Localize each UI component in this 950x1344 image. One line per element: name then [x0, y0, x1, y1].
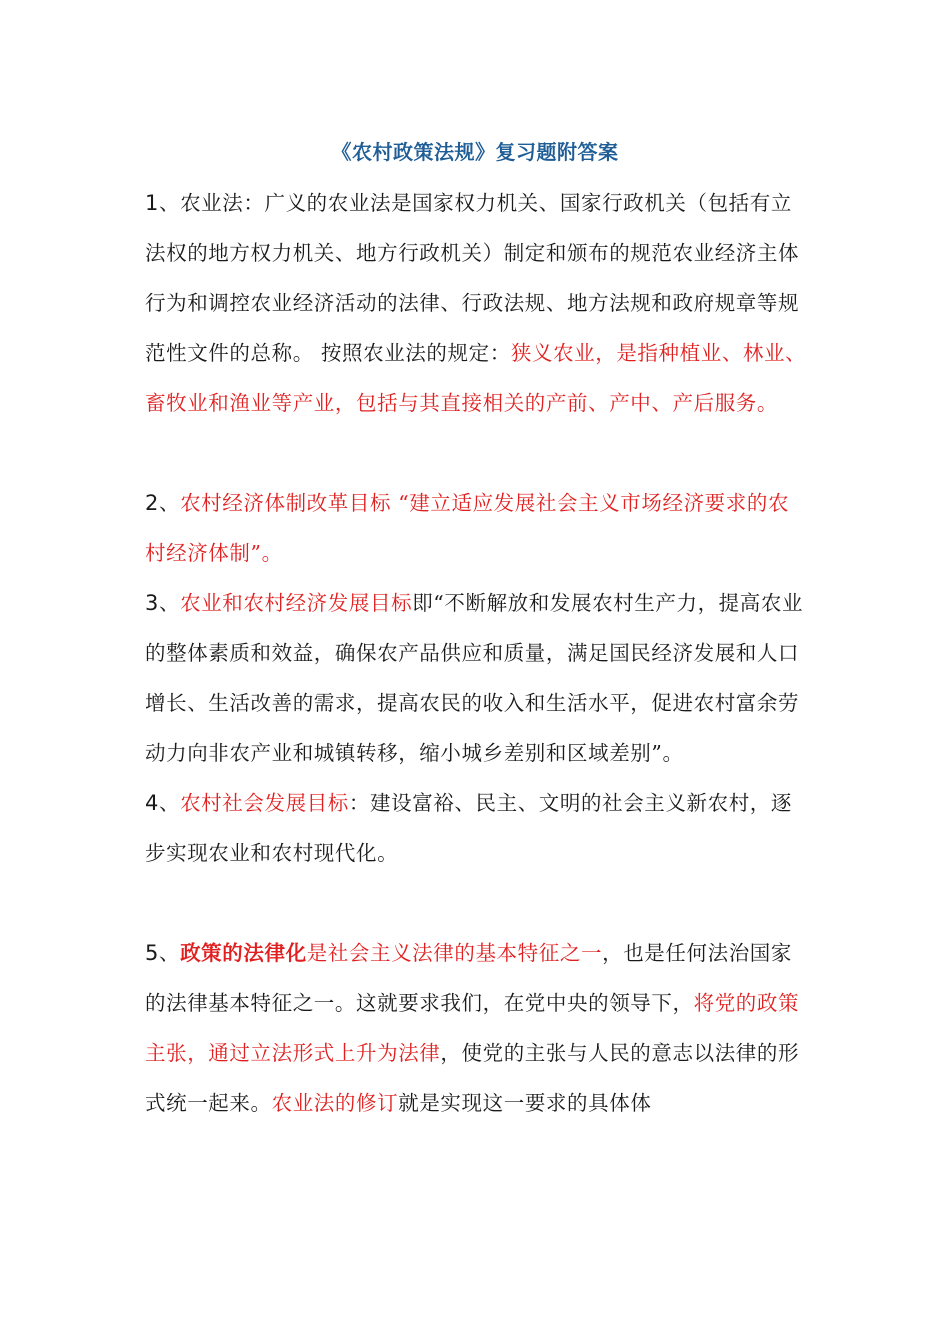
item-text: ：建设富裕、民主、文明的社会主义新农村，逐步实现农业和农村现代化。: [145, 791, 792, 865]
highlighted-bold-text: 政策的法律化: [180, 941, 307, 965]
item-2: [145, 478, 810, 578]
blank-line: [145, 878, 810, 928]
document-title: 《农村政策法规》复习题附答案: [331, 140, 619, 164]
item-text: 、: [158, 491, 181, 515]
item-1: [145, 178, 810, 428]
item-text: ，也是任何法治国家的法律基本特征之一。这就要求我们，在党中央的领导下，: [145, 941, 792, 1015]
item-number: 1: [145, 191, 159, 215]
highlighted-text: 将党的政策主张，通过立法形式上升为法律: [145, 991, 800, 1065]
highlighted-text: 农村社会发展目标: [180, 791, 349, 815]
highlighted-text: 是社会主义法律的基本特征之一: [306, 941, 603, 965]
document-body: [145, 178, 810, 1128]
item-number: 3: [145, 591, 159, 615]
item-4: [145, 778, 810, 878]
item-text: 就是实现这一要求的具体体: [398, 1091, 652, 1115]
highlighted-text: 农业法的修订: [271, 1091, 399, 1115]
item-text: 即“不断解放和发展农村生产力，提高农业的整体素质和效益，确保农产品供应和质量，满足国民经济发展和人口增长、生活改善的需求，提高农民的收入和生活水平，促进农村富余劳动力向非农产业和城镇转移，缩小城乡差别和区域差别”。: [145, 591, 804, 765]
item-number: 2: [145, 491, 159, 515]
item-text: 、: [158, 941, 181, 965]
item-number: 5: [145, 941, 159, 965]
highlighted-text: 狭义农业，是指种植业、林业、畜牧业和渔业等产业，包括与其直接相关的产前、产中、产后服务。: [145, 341, 807, 415]
item-number: 4: [145, 791, 159, 815]
highlighted-text: 农业和农村经济发展目标: [180, 591, 413, 615]
blank-line: [145, 428, 810, 478]
item-text: 、: [158, 591, 181, 615]
item-text: 、农业法：广义的农业法是国家权力机关、国家行政机关（包括有立法权的地方权力机关、地方行政机关）制定和颁布的规范农业经济主体行为和调控农业经济活动的法律、行政法规、地方法规和政府规章等规范性文件的总称。 按照农业法的规定：: [145, 191, 800, 365]
item-text: ，使党的主张与人民的意志以法律的形式统一起来。: [145, 1041, 800, 1115]
item-3: [145, 578, 810, 778]
highlighted-text: 农村经济体制改革目标 “建立适应发展社会主义市场经济要求的农村经济体制”。: [145, 491, 790, 565]
item-text: 、: [158, 791, 181, 815]
item-5: [145, 928, 810, 1128]
